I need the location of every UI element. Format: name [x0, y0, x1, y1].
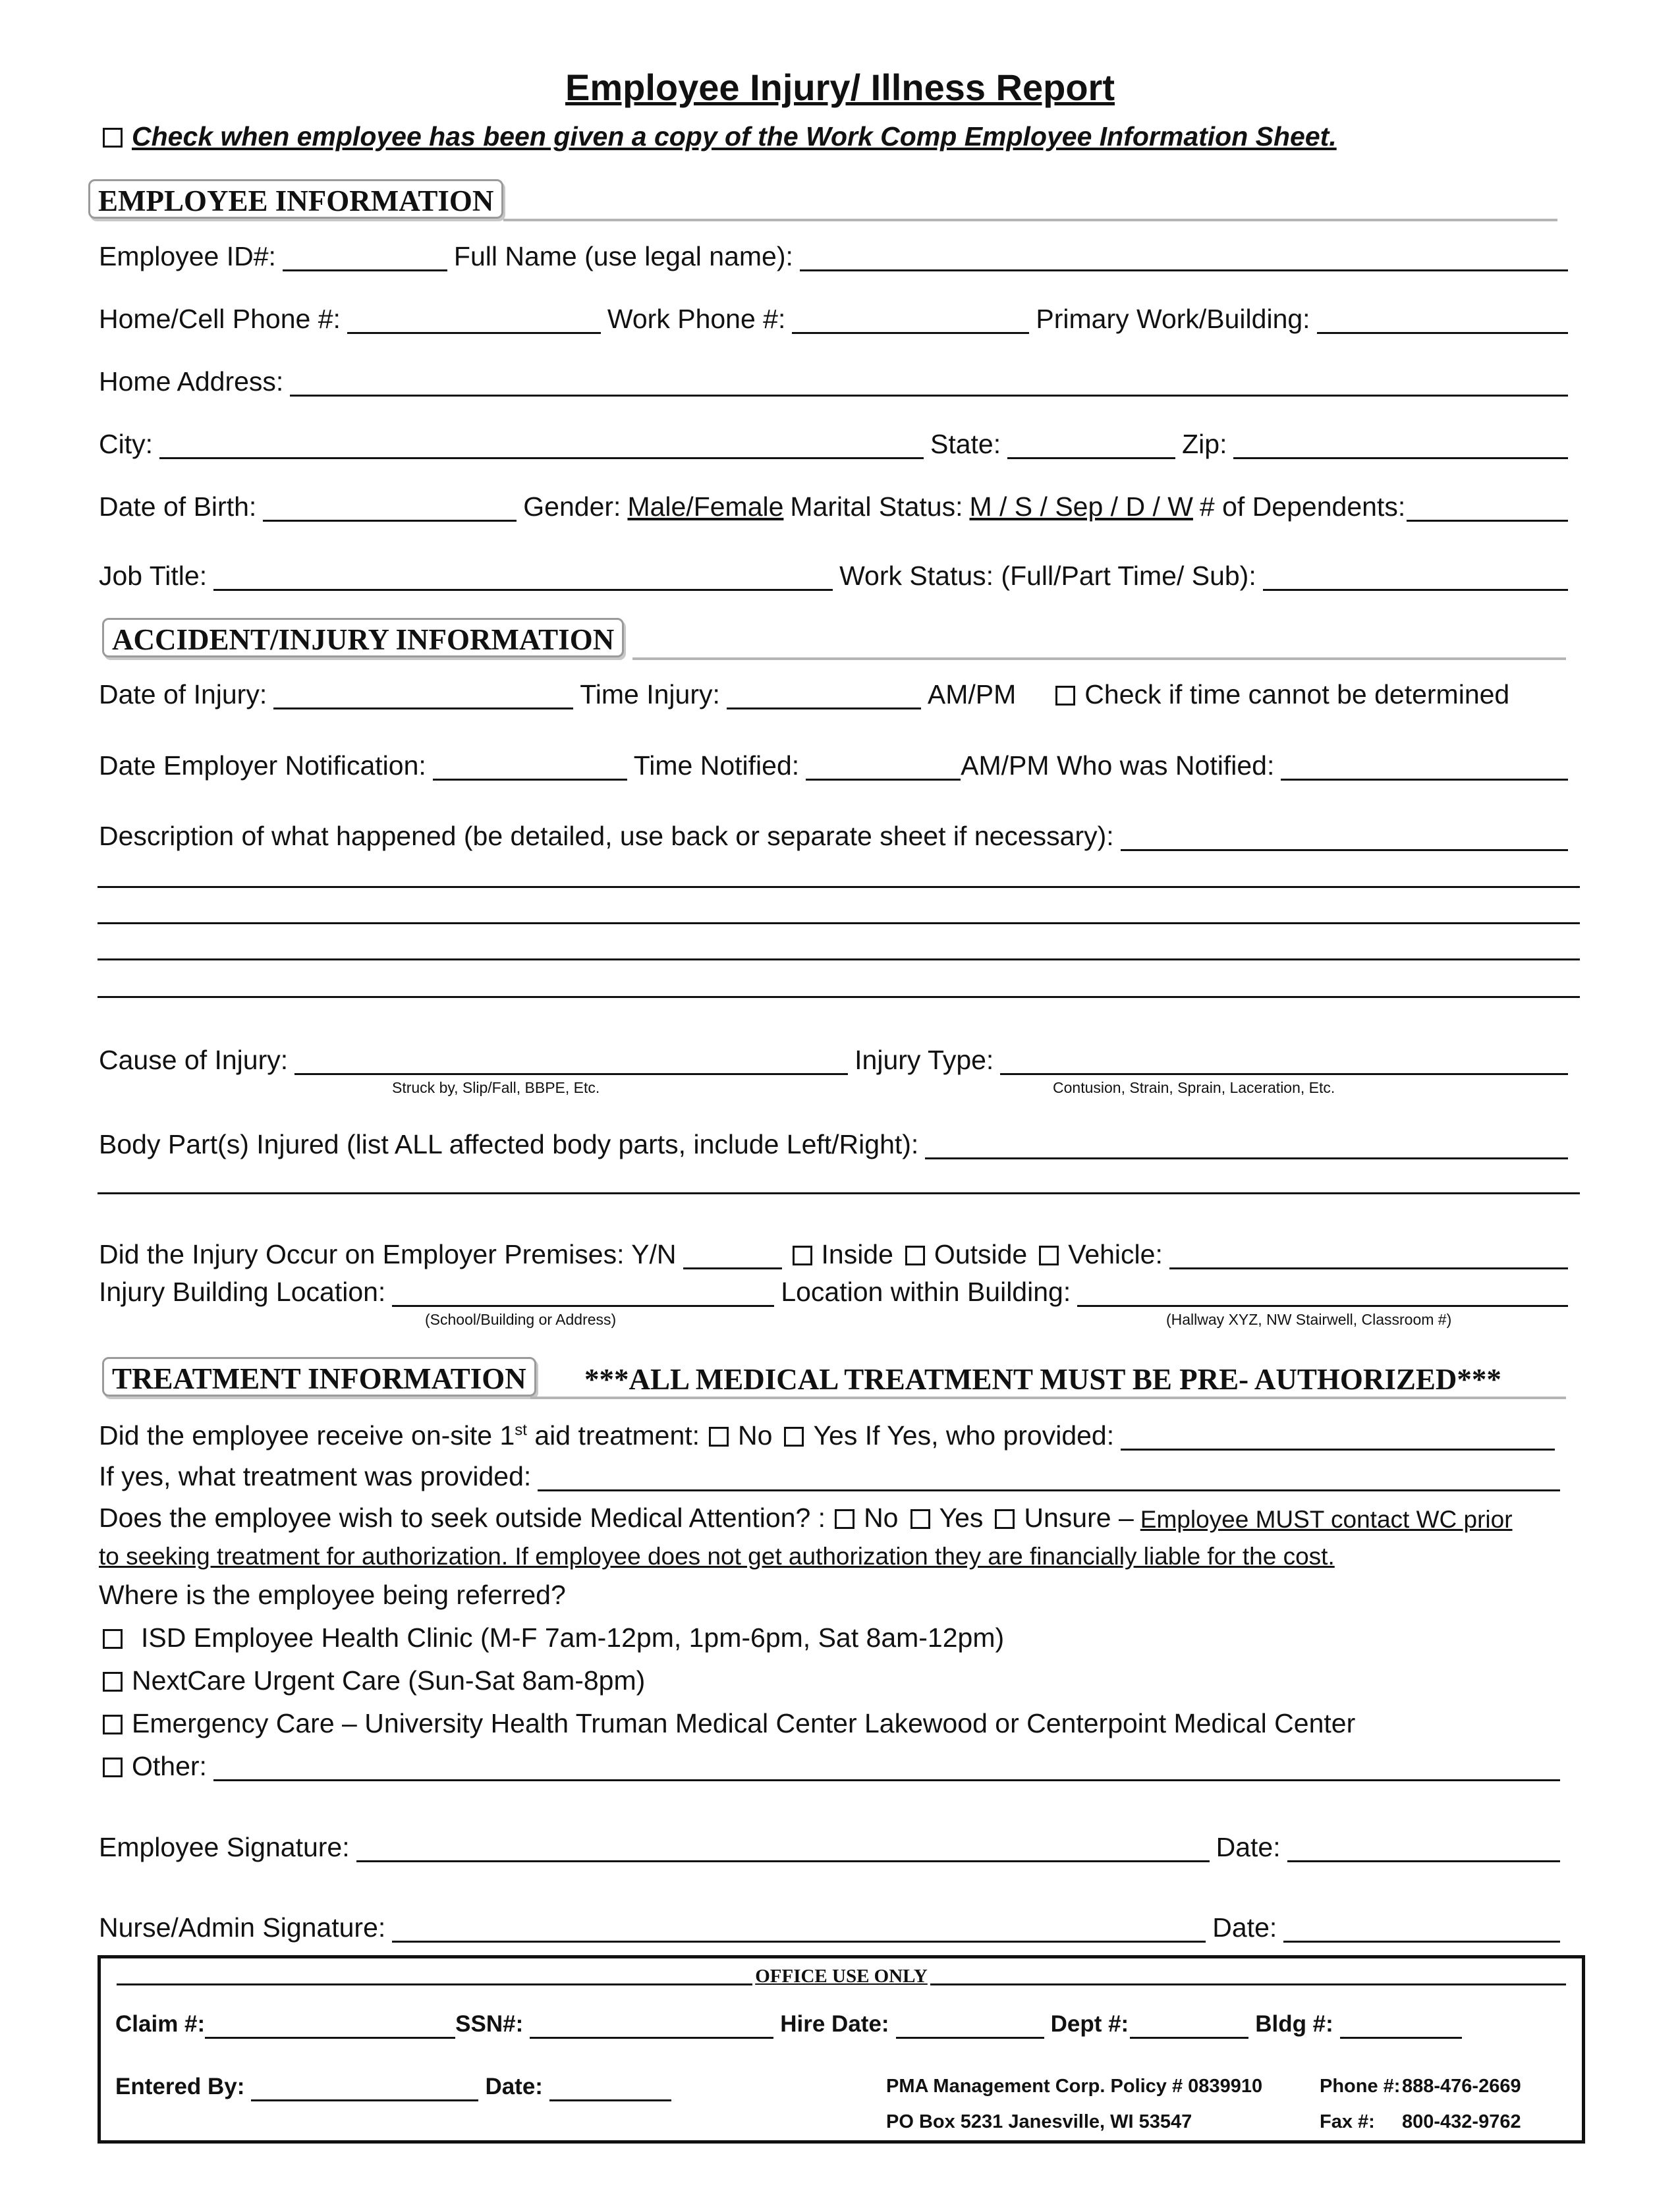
- job-title-field[interactable]: [213, 560, 833, 591]
- referral-option: [99, 1661, 1575, 1698]
- entered-by-label: Entered By:: [115, 2074, 245, 2099]
- ssn-label: SSN#:: [455, 2011, 524, 2037]
- isd-clinic-label: ISD Employee Health Clinic (M-F 7am-12pm, 1pm-6pm, Sat 8am-12pm): [141, 1622, 1005, 1653]
- referred-label: Where is the employee being referred?: [99, 1580, 566, 1610]
- nurse-date-label: Date:: [1212, 1912, 1277, 1943]
- outside-label: Outside: [934, 1239, 1028, 1269]
- first-aid-no-checkbox[interactable]: [709, 1427, 729, 1447]
- work-phone-label: Work Phone #:: [607, 304, 786, 334]
- nextcare-label: NextCare Urgent Care (Sun-Sat 8am-8pm): [132, 1665, 646, 1696]
- body-parts-row: [99, 1125, 1575, 1162]
- cause-label: Cause of Injury:: [99, 1045, 289, 1075]
- injury-type-hint: Contusion, Strain, Sprain, Laceration, Etc.: [1053, 1079, 1335, 1096]
- mailing-address: PO Box 5231 Janesville, WI 53547: [886, 2111, 1192, 2132]
- primary-work-field[interactable]: [1317, 303, 1568, 334]
- phone-row: [99, 300, 1575, 337]
- time-injury-ampm: AM/PM: [927, 679, 1017, 709]
- copy-notice-row: [99, 117, 1575, 154]
- description-line[interactable]: [98, 922, 1580, 924]
- zip-field[interactable]: [1233, 428, 1568, 459]
- body-parts-field[interactable]: [925, 1128, 1568, 1159]
- who-notified-field[interactable]: [1281, 750, 1568, 781]
- time-undetermined-label: Check if time cannot be determined: [1084, 679, 1510, 709]
- employee-id-row: [99, 237, 1575, 274]
- employee-info-section: [88, 179, 1557, 223]
- location-within-field[interactable]: [1077, 1276, 1568, 1307]
- city-row: [99, 425, 1575, 462]
- first-aid-row: [99, 1416, 1575, 1453]
- nurse-date-field[interactable]: [1283, 1912, 1560, 1943]
- description-line[interactable]: [98, 996, 1580, 998]
- office-use-title: OFFICE USE ONLY: [755, 1966, 928, 1987]
- body-parts-line[interactable]: [98, 1192, 1580, 1194]
- outside-attention-yes-label: Yes: [939, 1503, 984, 1533]
- date-of-injury-field[interactable]: [273, 679, 573, 709]
- description-line[interactable]: [98, 886, 1580, 888]
- treatment-info-section: [102, 1357, 1566, 1400]
- description-line[interactable]: [98, 958, 1580, 960]
- nextcare-checkbox[interactable]: [103, 1672, 123, 1692]
- building-location-field[interactable]: [392, 1276, 774, 1307]
- bldg-field[interactable]: [1340, 2013, 1462, 2039]
- building-location-label: Injury Building Location:: [99, 1277, 386, 1307]
- inside-label: Inside: [821, 1239, 893, 1269]
- phone-number: 888-476-2669: [1402, 2076, 1521, 2097]
- other-checkbox[interactable]: [103, 1758, 123, 1777]
- other-field[interactable]: [213, 1750, 1560, 1781]
- dob-field[interactable]: [263, 491, 517, 522]
- section-header-employee: EMPLOYEE INFORMATION: [88, 179, 503, 219]
- what-treatment-row: [99, 1457, 1575, 1494]
- outside-attention-unsure-label: Unsure –: [1024, 1503, 1134, 1533]
- bldg-label: Bldg #:: [1255, 2011, 1333, 2037]
- employee-signature-label: Employee Signature:: [99, 1832, 350, 1862]
- isd-clinic-checkbox[interactable]: [103, 1629, 123, 1649]
- employer-notification-field[interactable]: [433, 750, 627, 781]
- hire-date-label: Hire Date:: [780, 2011, 889, 2037]
- outside-attention-no-label: No: [864, 1503, 899, 1533]
- time-injury-label: Time Injury:: [580, 679, 720, 709]
- city-field[interactable]: [159, 428, 924, 459]
- section-header-accident: ACCIDENT/INJURY INFORMATION: [102, 618, 624, 657]
- who-notified-label: AM/PM Who was Notified:: [961, 750, 1275, 781]
- location-within-hint: (Hallway XYZ, NW Stairwell, Classroom #): [1166, 1311, 1452, 1328]
- city-label: City:: [99, 429, 153, 459]
- copy-given-checkbox[interactable]: [103, 128, 123, 148]
- hire-date-field[interactable]: [896, 2013, 1044, 2039]
- first-aid-yes-label: Yes If Yes, who provided:: [813, 1420, 1115, 1451]
- referral-option: [99, 1747, 1575, 1784]
- time-injury-field[interactable]: [727, 679, 921, 709]
- premises-label: Did the Injury Occur on Employer Premises: Y/N: [99, 1239, 677, 1269]
- zip-label: Zip:: [1182, 429, 1227, 459]
- first-aid-yes-checkbox[interactable]: [784, 1427, 804, 1447]
- injury-type-label: Injury Type:: [854, 1045, 994, 1075]
- premises-row: [99, 1235, 1575, 1272]
- vehicle-field[interactable]: [1169, 1238, 1568, 1269]
- outside-attention-row: [99, 1499, 1575, 1536]
- referral-option: [99, 1704, 1575, 1741]
- inside-checkbox[interactable]: [793, 1246, 812, 1265]
- dependents-label: # of Dependents:: [1199, 491, 1406, 522]
- first-aid-provider-field[interactable]: [1121, 1420, 1555, 1451]
- dob-label: Date of Birth:: [99, 491, 257, 522]
- vehicle-label: Vehicle:: [1068, 1239, 1163, 1269]
- policy-info: PMA Management Corp. Policy # 0839910: [886, 2076, 1263, 2097]
- authorization-warning-2: to seeking treatment for authorization. If employee does not get authorization they are financially liable for the cost.: [99, 1543, 1335, 1570]
- location-within-label: Location within Building:: [781, 1277, 1071, 1307]
- employee-id-label: Employee ID#:: [99, 241, 276, 271]
- outside-checkbox[interactable]: [905, 1246, 925, 1265]
- date-of-injury-row: [99, 675, 1575, 712]
- state-field[interactable]: [1007, 428, 1175, 459]
- employer-notification-row: [99, 746, 1575, 783]
- body-parts-label: Body Part(s) Injured (list ALL affected body parts, include Left/Right):: [99, 1129, 919, 1159]
- work-status-field[interactable]: [1263, 560, 1568, 591]
- pre-authorization-notice: ***ALL MEDICAL TREATMENT MUST BE PRE- AUTHORIZED***: [584, 1363, 1501, 1396]
- injury-type-field[interactable]: [1000, 1044, 1568, 1075]
- nurse-signature-label: Nurse/Admin Signature:: [99, 1912, 386, 1943]
- dependents-field[interactable]: [1407, 491, 1568, 522]
- dept-field[interactable]: [1130, 2013, 1248, 2039]
- office-row-2: [115, 2074, 678, 2104]
- time-undetermined-checkbox[interactable]: [1055, 686, 1075, 706]
- outside-attention-label: Does the employee wish to seek outside Medical Attention? :: [99, 1503, 826, 1533]
- authorization-warning-1: Employee MUST contact WC prior: [1140, 1506, 1513, 1533]
- time-notified-field[interactable]: [806, 750, 961, 781]
- home-phone-label: Home/Cell Phone #:: [99, 304, 341, 334]
- first-aid-no-label: No: [738, 1420, 773, 1451]
- marital-label: Marital Status:: [790, 491, 963, 522]
- emergency-care-checkbox[interactable]: [103, 1715, 123, 1734]
- job-title-row: [99, 557, 1575, 594]
- full-name-label: Full Name (use legal name):: [453, 241, 793, 271]
- entered-by-field[interactable]: [251, 2076, 478, 2101]
- ssn-field[interactable]: [530, 2013, 773, 2039]
- date-of-injury-label: Date of Injury:: [99, 679, 267, 709]
- referral-option: [99, 1619, 1575, 1655]
- emergency-care-label: Emergency Care – University Health Truman Medical Center Lakewood or Centerpoint Medical Center: [132, 1708, 1356, 1738]
- primary-work-label: Primary Work/Building:: [1036, 304, 1310, 334]
- home-address-field[interactable]: [290, 366, 1568, 397]
- home-address-label: Home Address:: [99, 366, 284, 397]
- nurse-signature-field[interactable]: [392, 1912, 1206, 1943]
- description-field[interactable]: [1121, 820, 1568, 851]
- building-location-row: [99, 1273, 1575, 1310]
- claim-field[interactable]: [205, 2013, 455, 2039]
- cause-row: [99, 1041, 1575, 1078]
- claim-label: Claim #:: [115, 2011, 206, 2037]
- premises-field[interactable]: [683, 1238, 782, 1269]
- work-phone-field[interactable]: [792, 303, 1029, 334]
- dob-row: [99, 487, 1575, 524]
- office-use-box: [98, 1955, 1585, 2144]
- entered-date-label: Date:: [485, 2074, 543, 2099]
- vehicle-checkbox[interactable]: [1039, 1246, 1059, 1265]
- work-status-label: Work Status: (Full/Part Time/ Sub):: [839, 561, 1256, 591]
- job-title-label: Job Title:: [99, 561, 208, 591]
- section-header-treatment: TREATMENT INFORMATION: [102, 1357, 536, 1397]
- copy-notice-text: Check when employee has been given a copy of the Work Comp Employee Information Sheet.: [132, 121, 1337, 152]
- nurse-signature-row: [99, 1908, 1575, 1945]
- building-location-hint: (School/Building or Address): [425, 1311, 617, 1328]
- employee-id-field[interactable]: [283, 240, 447, 271]
- form-title: Employee Injury/ Illness Report: [565, 67, 1115, 108]
- employee-signature-row: [99, 1828, 1575, 1865]
- dept-label: Dept #:: [1050, 2011, 1129, 2037]
- employee-date-label: Date:: [1216, 1832, 1281, 1862]
- fax-number: 800-432-9762: [1402, 2111, 1521, 2132]
- entered-date-field[interactable]: [549, 2076, 671, 2101]
- what-treatment-label: If yes, what treatment was provided:: [99, 1461, 532, 1491]
- referred-row: [99, 1576, 1575, 1613]
- address-row: [99, 362, 1575, 399]
- full-name-field[interactable]: [800, 240, 1568, 271]
- office-use-header: [117, 1968, 1566, 1987]
- outside-attention-yes-checkbox[interactable]: [910, 1509, 930, 1529]
- outside-attention-unsure-checkbox[interactable]: [995, 1509, 1015, 1529]
- gender-label: Gender:: [523, 491, 621, 522]
- accident-info-section: [102, 618, 1566, 661]
- first-aid-label: Did the employee receive on-site 1st aid treatment:: [99, 1420, 700, 1451]
- office-row-1: [115, 2011, 1469, 2041]
- state-label: State:: [930, 429, 1001, 459]
- phone-label: Phone #:: [1320, 2076, 1401, 2097]
- other-label: Other:: [132, 1751, 207, 1781]
- employee-date-field[interactable]: [1287, 1831, 1560, 1862]
- employee-signature-field[interactable]: [356, 1831, 1210, 1862]
- fax-label: Fax #:: [1320, 2111, 1375, 2132]
- gender-options[interactable]: Male/Female: [627, 491, 784, 522]
- what-treatment-field[interactable]: [538, 1460, 1560, 1491]
- time-notified-label: Time Notified:: [633, 750, 800, 781]
- description-label: Description of what happened (be detailed, use back or separate sheet if necessary):: [99, 821, 1114, 851]
- description-row: [99, 817, 1575, 854]
- cause-field[interactable]: [294, 1044, 848, 1075]
- cause-hint: Struck by, Slip/Fall, BBPE, Etc.: [392, 1079, 600, 1096]
- employer-notification-label: Date Employer Notification:: [99, 750, 426, 781]
- home-phone-field[interactable]: [347, 303, 601, 334]
- outside-attention-no-checkbox[interactable]: [835, 1509, 854, 1529]
- marital-options[interactable]: M / S / Sep / D / W: [969, 491, 1193, 522]
